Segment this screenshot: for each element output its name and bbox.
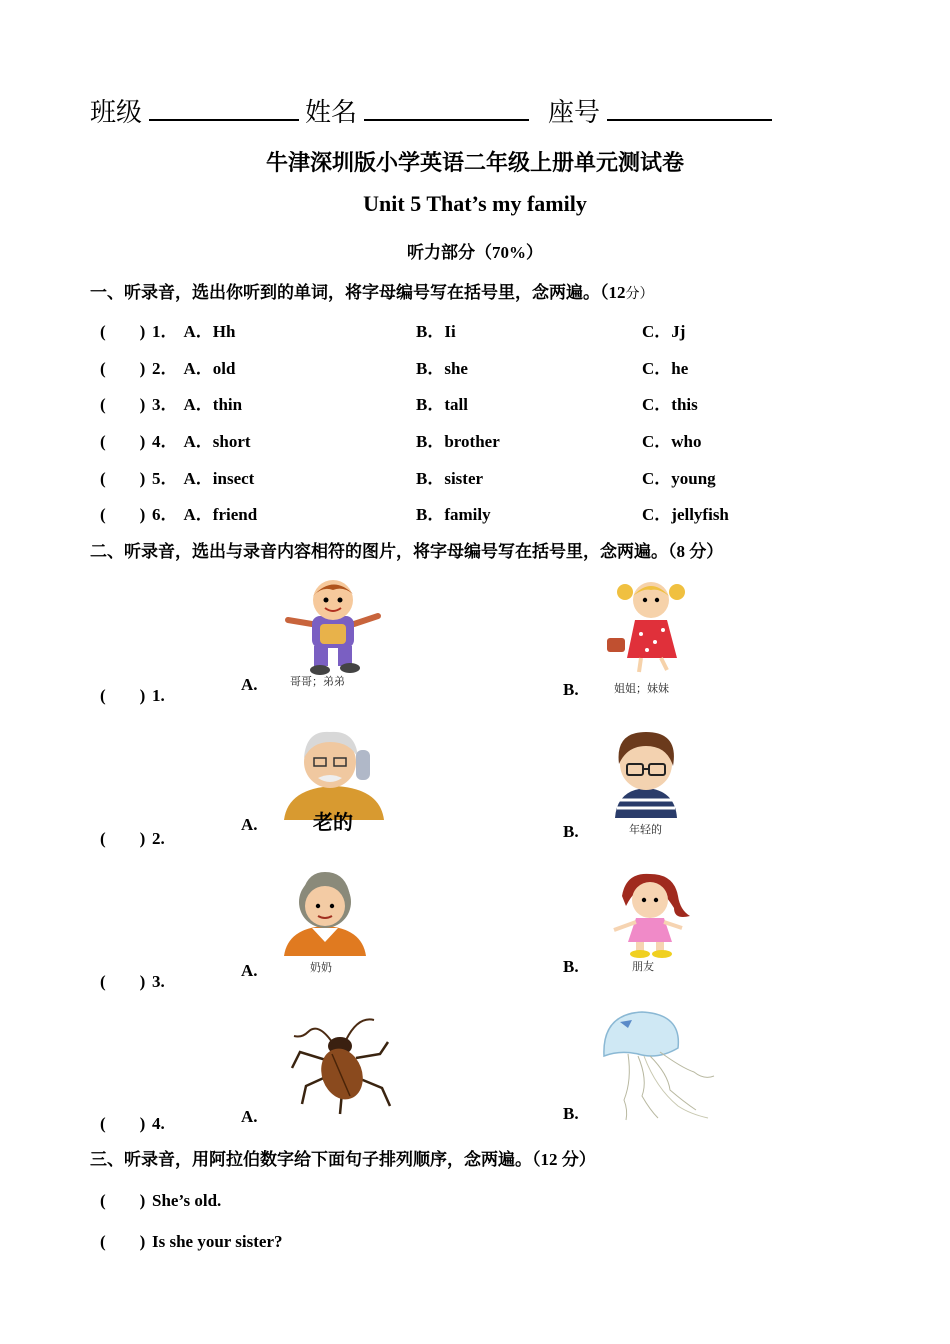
option-b-label: B.	[563, 1104, 579, 1123]
caption-b: 年轻的	[629, 823, 662, 836]
girl-friend-icon	[600, 870, 695, 960]
class-blank[interactable]	[149, 97, 299, 121]
seat-label: 座号	[548, 98, 601, 127]
answer-paren[interactable]: ( )	[100, 829, 146, 848]
caption-a: 奶奶	[310, 961, 332, 974]
question-row: ( ) 2． A．old	[100, 354, 235, 379]
option-c: C．who	[642, 432, 702, 451]
class-label: 班级	[90, 98, 143, 127]
answer-paren[interactable]: ( )	[100, 322, 146, 341]
option-b: B．Ii	[416, 322, 456, 341]
name-label: 姓名	[305, 98, 358, 127]
jellyfish-icon	[598, 1010, 716, 1122]
seat-blank[interactable]	[607, 97, 772, 121]
option-b: B．she	[416, 359, 468, 378]
answer-paren[interactable]: ( )	[100, 686, 146, 705]
option-c: C．young	[642, 469, 716, 488]
section2-heading: 二、听录音，选出与录音内容相符的图片，将字母编号写在括号里，念两遍。（8 分）	[90, 542, 724, 561]
girl-sister-icon	[605, 578, 695, 678]
beetle-insect-icon	[288, 1012, 394, 1116]
option-b-label: B.	[563, 822, 579, 841]
answer-paren[interactable]: ( )	[100, 505, 146, 524]
sentence-row: ( ) She’s old.	[100, 1186, 221, 1211]
question-row: ( ) 6． A．friend	[100, 500, 257, 525]
option-a-label: A.	[241, 961, 258, 980]
caption-a: 老的	[313, 810, 353, 834]
answer-paren[interactable]: ( )	[100, 432, 146, 451]
option-a-label: A.	[241, 675, 258, 694]
grandma-icon	[280, 866, 370, 956]
name-blank[interactable]	[364, 97, 529, 121]
option-b: B．tall	[416, 395, 468, 414]
option-c: C．he	[642, 359, 689, 378]
option-b: B．sister	[416, 469, 484, 488]
answer-paren[interactable]: ( )	[100, 395, 146, 414]
caption-b: 朋友	[632, 960, 654, 973]
option-c: C．jellyfish	[642, 505, 729, 524]
answer-paren[interactable]: ( )	[100, 1191, 146, 1210]
option-c: C．Jj	[642, 322, 686, 341]
exam-title: 牛津深圳版小学英语二年级上册单元测试卷	[265, 150, 684, 175]
option-b-label: B.	[563, 680, 579, 699]
sentence-row: ( ) Is she your sister?	[100, 1227, 283, 1252]
young-man-glasses-icon	[605, 726, 687, 818]
question-row: ( ) 4． A．short	[100, 427, 251, 452]
option-a-label: A.	[241, 1107, 258, 1126]
picture-question-1: ( ) 1.	[100, 681, 165, 706]
answer-paren[interactable]: ( )	[100, 1114, 146, 1133]
picture-question-2: ( ) 2.	[100, 824, 165, 849]
answer-paren[interactable]: ( )	[100, 359, 146, 378]
section3-heading: 三、听录音，用阿拉伯数字给下面句子排列顺序，念两遍。（12 分）	[90, 1150, 596, 1169]
question-row: ( ) 1． A．Hh	[100, 317, 235, 342]
option-c: C．this	[642, 395, 698, 414]
option-b: B．brother	[416, 432, 500, 451]
option-b: B．family	[416, 505, 491, 524]
answer-paren[interactable]: ( )	[100, 469, 146, 488]
boy-brother-icon	[278, 580, 388, 680]
caption-b: 姐姐；妹妹	[614, 682, 669, 695]
question-row: ( ) 5． A．insect	[100, 464, 254, 489]
option-a-label: A.	[241, 815, 258, 834]
answer-paren[interactable]: ( )	[100, 972, 146, 991]
question-row: ( ) 3． A．thin	[100, 390, 242, 415]
unit-title: Unit 5 That’s my family	[363, 191, 587, 216]
student-info-line	[90, 92, 772, 129]
section1-heading: 一、听录音，选出你听到的单词，将字母编号写在括号里，念两遍。（12分）	[90, 283, 654, 302]
listening-part-title: 听力部分（70%）	[407, 243, 543, 262]
option-b-label: B.	[563, 957, 579, 976]
picture-question-4: ( ) 4.	[100, 1109, 165, 1134]
answer-paren[interactable]: ( )	[100, 1232, 146, 1251]
caption-a: 哥哥；弟弟	[290, 675, 345, 688]
picture-question-3: ( ) 3.	[100, 967, 165, 992]
